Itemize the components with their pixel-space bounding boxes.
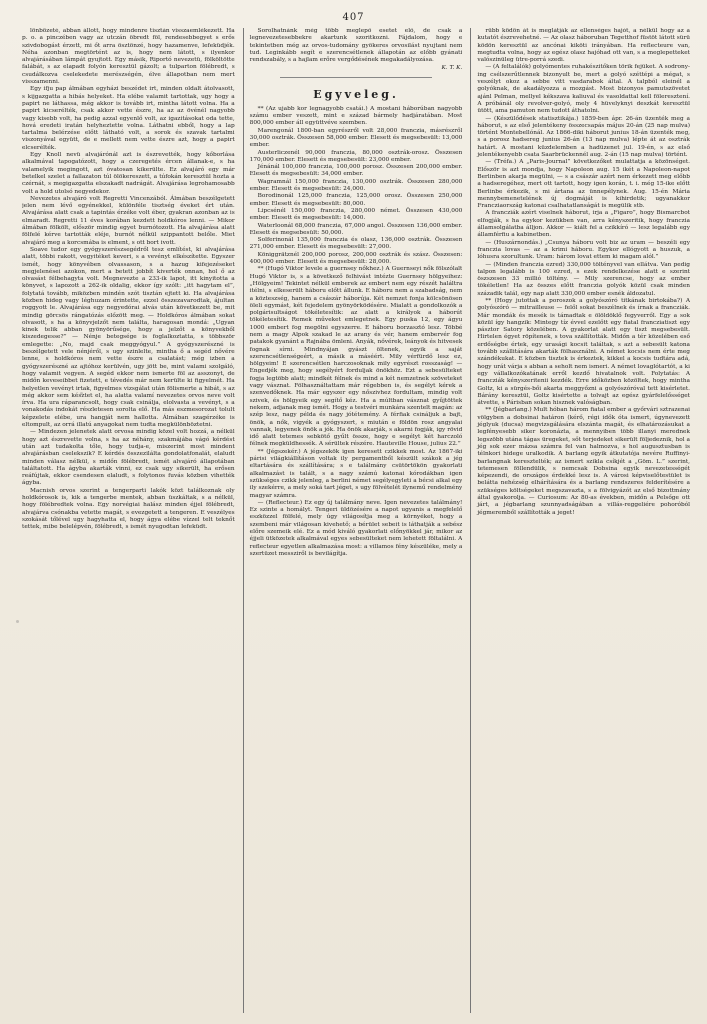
paragraph: Nevezetes alvajáró volt Regretti Vincenzából. Álmában beszélgetett jelen nem lévő egyénekkel, különféle tisztség éveket ért után. Alvajárása alatt csak a tapintás érzéke volt éber, gyakran azonban az is elmaradt. Regretti 11 éves korában kezdett holdkóros lenni. — Mikor álmában fölkölt, először mindig egyet burnótozott. Ha alvajárása alatt fölfelé kérve tartották eléje, burnót nélkül szippantott belőle. Miet alvajáró meg a korcsmába is elment, s ott bort ivott. <box>22 195 235 246</box>
paragraph: — Mindezen jelenetek alatt orvosa mindig közel volt hozzá, a nélkül hogy azt észrevette volna, s ha az néhány, szakmájába vágó kérdést után azt tudakolta tőle, hogy tudja-e, miszerint most mindent alvajárásban cselekszik? E kérdés összezilálta gondolatfonalát, elaludt minden válasz nélkül, s midőn fölébredt, ismét alvajáró állapotában találtatott. Ha ágyba akarták vinni, ez csak ugy sikerült, ha erősen reáfújtak, ekkor csendesen elaludt, s folytonos fuvás közben vihették ágyba. <box>22 429 235 487</box>
paragraph: ** (Hugó Viktor levele a guernsey nőkhez.) A Guernseyi nők fölszólalt Hugó Viktor is, s a következő felhivást intézte Guernsey hölgyeihez: „Hölgyeim! Tekintet nélkül emberek az embert nem egy részét haláltra itélni, s elkeserült háboru előtt állunk. E háboru nem a szabadság, nem a közteszség, hanem a császár háborúja. Két nemzet fonja kölcsönösen öleli egymást, két fejedelem gyönyörködésére. Mialatt a gondolkozók a polgárisultságot tökéletesítik: az alatt a királyok a háborút tökéletesítik. Remek műveket emlegetnek. Egy puska 12, egy ágyu 1000 embert fog megölni egyszerre. E háboru borzasztó lesz. Többé nem a magy Alpok szakad le az arany és vér, hanem embervér fog patakok gyanánt a Rajnába ömleni. Anyák, nővérek, leányok és hitvesek fognak sírni. Mindnyájan gyászt öltenek, egyik a saját szerencsétlenségeért, a másik a máséért. Mily vérfürdő lesz ez, hölgyeim! E szerencsétlen harczosoknak mily egyrészt rosszaság! — Engedjék meg, hogy segélyért forduljak önökhöz. Ezt a sebesülteket fogja legtöbb alatt; mindkét félnek és mind a két nemzetnek szöveteket vagy vásznat. Fölhasználtattam már régebben is, és segélyt kérek a szenvedőknek. Ha már egyszer egy nőszivhez fordultam, mindig volt szivek, és hölgyeik egy segítő kéz. Ha a múltban vásznat gyűjtöttek nekem, adjanak meg ismét. Hogy a testvéri munkára szentelt magán: az szép lesz, nagy példa és nagy jótétemény. A férfiak csináljuk a bajt, önök, a nők, vigyék a gyógyszert, s miután e földön rosz angyalai vannak, legyenek önök a jók. Ha önök akarják, s akarni fogják, igy rövid idő alatt tetemes sebkötő gyűlt össze, hogy e segélyt két harczoló félnek megküldhessék. A sérültek részére. Hauteville House, julius 22.” <box>249 266 463 448</box>
battle-entry: Lipcsénél 150,000 franczia, 280,000 német. Összesen 430,000 ember. Elesett és megsebesült: 14,000. <box>249 207 463 222</box>
paragraph: Macnish orvos szerint a tengerparti lakók közt találkoznak oly holdkórosok is, kik a tengerbe mentek, abban üszkáltak, s a nélkül, hogy fölébredtek volna. Egy norvégiai halász minden éjjel fölébredt, alvajárva csónakba vetette magát, s evezgetett a tengeren. E veszélyes szokását tőlével ugy hagyhatta el, hogy ágya elébe vízzel telt teknőt tettek, mibe belelépvén, fölébredt, s ismét nyugodtan lefeküdt. <box>22 487 235 531</box>
battle-entry: Königgrätznél 200,000 porosz, 200,000 osztrák és szász. Összesen: 400,000 ember. Elesett és megsebesült: 28,000. <box>249 251 463 266</box>
paragraph: Egy ifju pap álmában egyházi beszédet irt, minden oldalt átolvasott, s kijgazgatta a hibás helyeket. Ha elébe valamit tartottak, ugy hogy a papirt ne láthassa, még akkor is tovább irt, mintha látott volna. Ha a papirt kicserélték, csak akkor vette észre, ha az az övénél nagyobb vagy kisebb volt, ha pedig azzal egyenlő volt, az igazitásokat oda tette, hová eredeti iratán helyheztette volna. Láthatni ebből, hogy a lap tartalma belérzése előtt látható volt, a sorok és szavak tartalmi viszonyával együtt, de e mellett nem vette észre azt, hogy a papirt elcserélték. <box>22 86 235 151</box>
paragraph: A francziák azért viselnek háborut, irja a „Figaro”, hogy Bismarcbot elfogják, s ha egykor kezükben van, arra kényszeritik, hogy franczia államsolgálatba álljon. Akkor — kiált fel a czikkíró — lesz legalább egy államférfiu a kabinetben. <box>477 210 691 239</box>
paragraph: — (Reflecteur.) Ez egy új találmány neve. Igen nevezetes találmány! Ez szinte a homályt. Tengeri üldözésére a napot ugyanis a megfelelő eszközzel fölfelé, mely úgy világosítja meg a környéket, hogy a szembeni már világosan kivehető; a bérület sebeit is láthatják a sebész előre szemeik elé. Ez a mód kiváló gyakorlati előnyökkel jár, mikor az éjjeli ütközetek alkalmával egyes sebesülteket nem lehetett föltalálni. A reflecteur egyetlen alkalmazása most: a villamos fény készüléke, mely a szertüzet messziről is bevilágítja. <box>249 499 463 557</box>
paragraph: ** (Jégbarlang.) Mult hóban három fiatal ember a győrvári sztrazenai völgyben a dobsinai határon (kérő, régi idők óta ismert, úgynevezett jéglyuk (ducsa) megvizsgálására elszánta magát, és elhatározásukat a legfényesebb siker koronázta, a mennyiben több illanyi merednek legszöbb utána tágas üregeket, sőt terjedeket sikerült följedeznik, hol a jég sok ezer mázsa számra fel van halmozva, s hol augusztusban is télnkori hidege uralkodik. A barlang egyik átkutatója nevére Ruffinyi-barlangnak keresztelték; az ismert szikla csíkjét a „Göm. L.” szerint, tetemesen föllendülik, s nemcsak Dobsina egyik nevezetességét képezendi, de országos érdekké lesz is. A városi képviselőtestület is belátta nehézség elhárítására és a barlang rendszeres felderítésére a szükséges költségeket megszavazta, s a fölvigyázót az első bizottmány által gyakorolja. — Curiosum: Az 80-as években, midőn a Pelsőge ott járt, a jégbarlang szunnyadságában a villás-reggeliére pohoróból jégmeremből szállították a jeget! <box>477 407 691 516</box>
column-3 <box>470 28 690 1013</box>
columns <box>22 28 690 1013</box>
scan-speck <box>16 620 19 623</box>
paragraph: rübb ködön át is meglátják az ellenséges hajót, a nélkül hogy az a kutatót észrevehetné. — Az olasz háboruban Tegetthof füstöt látott sürü ködön keresztül az ancónai kiköti irányában. Ha reflecteure van, megtudta volna, hogy az egész olasz hajóhad ott van, s a meglepetteket valószinüleg ütre-porrá szedi. <box>477 28 691 64</box>
paragraph: ** (Jégszekér.) A jégszekök igen keresett czikkek most. Az 1867-iki párisi világkiállításon voltak ily pergamentből készült szákok a jég eltartására és szállítására; s e találmány csütörtökön gyakorlati alkalmazást is talált, s a nagy számú katonai kórodákban igen szükséges czikk jelenleg, a berlini német segélyegyleti a bécsi alkal egy ily szekérre, a mely soká tart jéget, s ugy fölvételét ilynemű rendelmény magyar számra. <box>249 448 463 499</box>
paragraph: lönbözeté, abban állott, hogy mindenre tisztán visszaemlékezett. Ha p. o. a pinczében vagy az utczán öbredt föl, rendesebbegyet s erős szivdobogást érzett, mi őt arra ösztönzé, hogy hazamenve, lefeküdjék. Néha azonban megtörtént az is, hogy nem látott, s ilyenkor alvajárásában lámpát gyujtott. Egy másik, Riportó nevezetü, fölköltötte falábát, s az elapadt folyón keresztül gázolt; a tulparton fölébredt, s csudálkozva cselekedete merészségén, élve állapotban nem mert visszamenni. <box>22 28 235 86</box>
page-number: 407 <box>342 12 365 23</box>
scan-speck <box>80 392 83 395</box>
section-heading: Egyveleg. <box>313 87 399 101</box>
signature: K. T. K. <box>441 65 463 72</box>
battle-entry: Wagramnál 150,000 franczia, 130,000 osztrák. Összesen 280,000 ember. Elesett és megsebesült: 24,000. <box>249 178 463 193</box>
paragraph: — (Tréfa.) A „Paris-Journal” következőket mulattatja a közönséget. Először is azt mondja, hogy Napoleon aug. 15 ikét a Napoleon-napot Berlinben akarja megülni, — s a császár azért nem érkezett meg előbb a hadseregéhez, mert ott tartott, hogy igen korán, t. i. még 15-ike előtt Berlinbe érkezik, s mi ártana az ünnepélynek. Aug. 15-én Mária mennybemenetelének új dogmáját is kihirdetik; ugyanakkor Francziaország katonai csalhatatlanságát is megülik stb. <box>477 159 691 210</box>
paragraph: ** (Az ujabb kor legnagyobb csatái.) A mostani háborúban nagyobb számu ember veszett, mint e század bármely hadjáratában. Most 800,000 ember áll együttvéve szemben. <box>249 105 463 127</box>
battle-entry: Waterloonál 68,000 franczia, 67,000 angol. Összesen 136,000 ember. Elesett és megsebesült: 50,000. <box>249 222 463 236</box>
column-1 <box>22 28 235 1013</box>
battle-entry: Solferinonál 135,000 franczia és olasz, 136,000 osztrák. Összesen 271,000 ember. Elesett és megsebesült: 27,000. <box>249 237 463 251</box>
paragraph: Egy Knoll nevü alvajárónál azt is észrevették, hogy kőborlása alkalmával tapogatózott, hogy a czeregetés ércen állanak-e, s ha valamelyik megingott, azt óvatosan kikerülte. Ez alvajáró egy már betelkel szelet a fallazaton túl ölökereszett, a túfokán keresztül hozta a czérnát, s megigazgatta elszakadt nadrágát. Alvajárása legrohamosabb volt a hold utolsó negyedekor. <box>22 152 235 195</box>
paragraph: — (A feltalálók) golyómentes ruhakészitőken törik fejüket. A sodrony-ing csélszerűtlennek bizonyult be, mert a golyó széttépi a mégat, s veszélyt okoz a sebbe vitt vasdarabok által. A talpból eleinél a golyóknak, de akadályozza a mozgást. Most bizonyos pamutszövetet ajánl Pelman, mellyel kékszava kaliuval és vasoldattal kell föleresztení. A próbánál oly revolver-golyó, mely 4 hüvelyknyi deszkát keresztül ütött, ama pamuton nem tudott áthatolni. <box>477 64 691 115</box>
paragraph: — (Minden franczia ezred) 330,000 töltényvel van ellátva. Van pedig talpon legalább is 100 ezred, s ezek rendelkezése alatt e szerint öszszesen 33 millió töltény. — Mily szerencse, hogy az ember tökéletlen! Ha az összes előtt franczia golyók közül csak minden századik talál, egy nap alatt 330,000 ember esnék áldozatul. <box>477 261 691 297</box>
battle-entry: Austerliczenél 90,000 franczia, 80,000 osztrák-orosz. Összesen 170,000 ember. Elesett és megsebesült: 23,000 ember. <box>249 149 463 163</box>
paragraph: ** (Hogy jutottak a poroszok a golyószóró titkának birtokába?) A golyószóró — mitrailleuse — felől sokat beszélnek és írnak a francziák. Már mondák és mesék is támadtak e ölöldöklő fegyverről. Egy a sok közül így hangzik: Mintegy tíz évvel ezelőtt egy fiatal francziatiszt egy pásztor Satory közelében. A gyakorlat alatt egy tiszt megsebesült. Hirtelen égyet röpítenek, s tova szállították. Midőn a tér közelében eső erdőségbe értek, egy urasági kocsit találtak, s azt a sebesült katona tovább szállitására akarták fölhasználni. A német kocsis nem érte meg szándékukat. E közben tisztek is érkeztek, kikkel a kocsis tudtára adá, hogy urát várja s abban a seholt nem ismeri. A német lovaglótartót, a ki egy vállalkozókatának erről kezdő hivatalnok volt. Folytatás: A francziák kényszeritenii kezdék. Erre időközben közöltek, hogy mintha Goltz, ki a sürgés-bői akarta meggyőzni a golyószóróval tett kisérletet. Bárány keresztül, Goltz kisértette a tolvajt az egész gyárfelelősséget átvette, s Párisban sokan hisznek valóságban. <box>477 297 691 407</box>
paragraph: — (Huszárnondás.) „Csunya háboru volt biz az uram — beszéli egy franczia lovas — az a krimi háboru. Egykor ellógyott a huszuk, a lóhusra szorultunk. Uram: három lovat ettem ki magam alól.” <box>477 239 691 261</box>
battle-entry: Jénánál 100,000 franczia, 100,000 porosz. Összesen 200,000 ember. Elesett és megsebesült: 34,000 ember. <box>249 164 463 178</box>
battle-entry: Marengonál 1800-ban egyrészről volt 28,000 franczia, másrészről 30,000 osztrák. Összesen 58,000 ember. Elesett és megsebesült: 13,000 ember. <box>249 127 463 149</box>
divider <box>280 77 433 78</box>
column-2 <box>243 28 463 1013</box>
paragraph: Sorolhatnánk még több meglepő esetet elő, de csak a legnevezetesebbekre akartunk szoritkozni. Fájdalom, hogy e tekintetben még az orvos-tudomány gyökeres orvosilást nyujtani nem tud. Leginkább segít e szerencsétlenek állapotán az előbb gyánati rendszabály, s a hajlam erőre vergődésének megakadályozása. <box>249 28 463 64</box>
battle-entry: Borodinonál 125,000 franczia, 125,000 orosz. Összesen 250,000 ember. Elesett és megsebesült: 80,000. <box>249 193 463 207</box>
paragraph: Soave tudor egy gyógyszerészsegédről tesz említést, ki alvajárása alatt, többi rakott, vegyitéket keveri, s a vevényt elkészítette. Egyszer ismét, hogy könyvében olvassason, s a hazug kifejezéseket megjelenései azokon, mert a betett jobbít kiverték onnan, hol ő az olvasást félbehagyta volt. Megnevezte a 233-ik lapot, itt kinyitotta a könyvet, s lapozott a 262-ik oldalig, ekkor így szólt: „itt hagytam el”, folytatá tovább, miközben mindén szót tisztán ejtett ki. Ha alvajárása közben hideg vagy léghuzam érintette, ezzel összezavarodtak, ájultan roggyott le. Alvajárása egy negyedórai alvás után következett be, mit mindig görcsös rángatózás előzött meg. — Holdkóros álmában sokat olvasott, s ha a könyvjelzőt nem találta, haragosan mondá: „Ugyan kinek telik abban gyönyörűsége, hogy a jelzőt a könyvekből kiszedegesse?” — Nénje betegsége is foglalkoztatta, s többször emlegette: „No, majd csak meggyógyul.” A gyógyszerészné is beszélgetett vele nénjéről, s ugy szinlelte, mintha ő a segéd nővére lenne, s holdkóros nem vette észre a csalatást; még izben a gyógyszerészné az ajtóhoz kerülvén, ugy jött be, mint valami szolgáló, hogy valamit vegyen. A segéd ekkor nem ismerte föl az asszonyt, de midőn keveseibbet fizetett, e tévedés már nem kerülte ki figyelmét. Ha helyetlen vevényt irtak, figyelmes vizsgálat után fölismerte a hibát, s az még akkor sem késztet el, ha alatta valamí nevezetes orvos neve volt írva. Ha ura ráparancsolt, hogy csak csinálja, elolvasta a vevényt, s a vonakodás indokát részletesen sorolta elő. Ha más eszmesorozat tolult képzelete elébe, ura hangját nem hallotta. Álmában szagérzéke is eltompult, az orrá illatú anyagokat nem tudta megkülönböztetni. <box>22 246 235 429</box>
paragraph: — (Készülődések statisztikája.) 1859-ben ápr. 26-án üzenték meg a háborut, s az első jelentékeny összecsapás május 20-án (25 nap mulva) történt Montebellónál. Az 1866-diki háborut junius 18-án üzenték meg, s a porosz hadsereg junius 26-án (13 nap mulva) lépte át az osztrák határt. A mostani küzdelemben a hadüzenet jul. 19-én, s az első jelentékenyebb csata Saarbrückennél aug. 2-án (15 nap mulva) történt. <box>477 115 691 159</box>
